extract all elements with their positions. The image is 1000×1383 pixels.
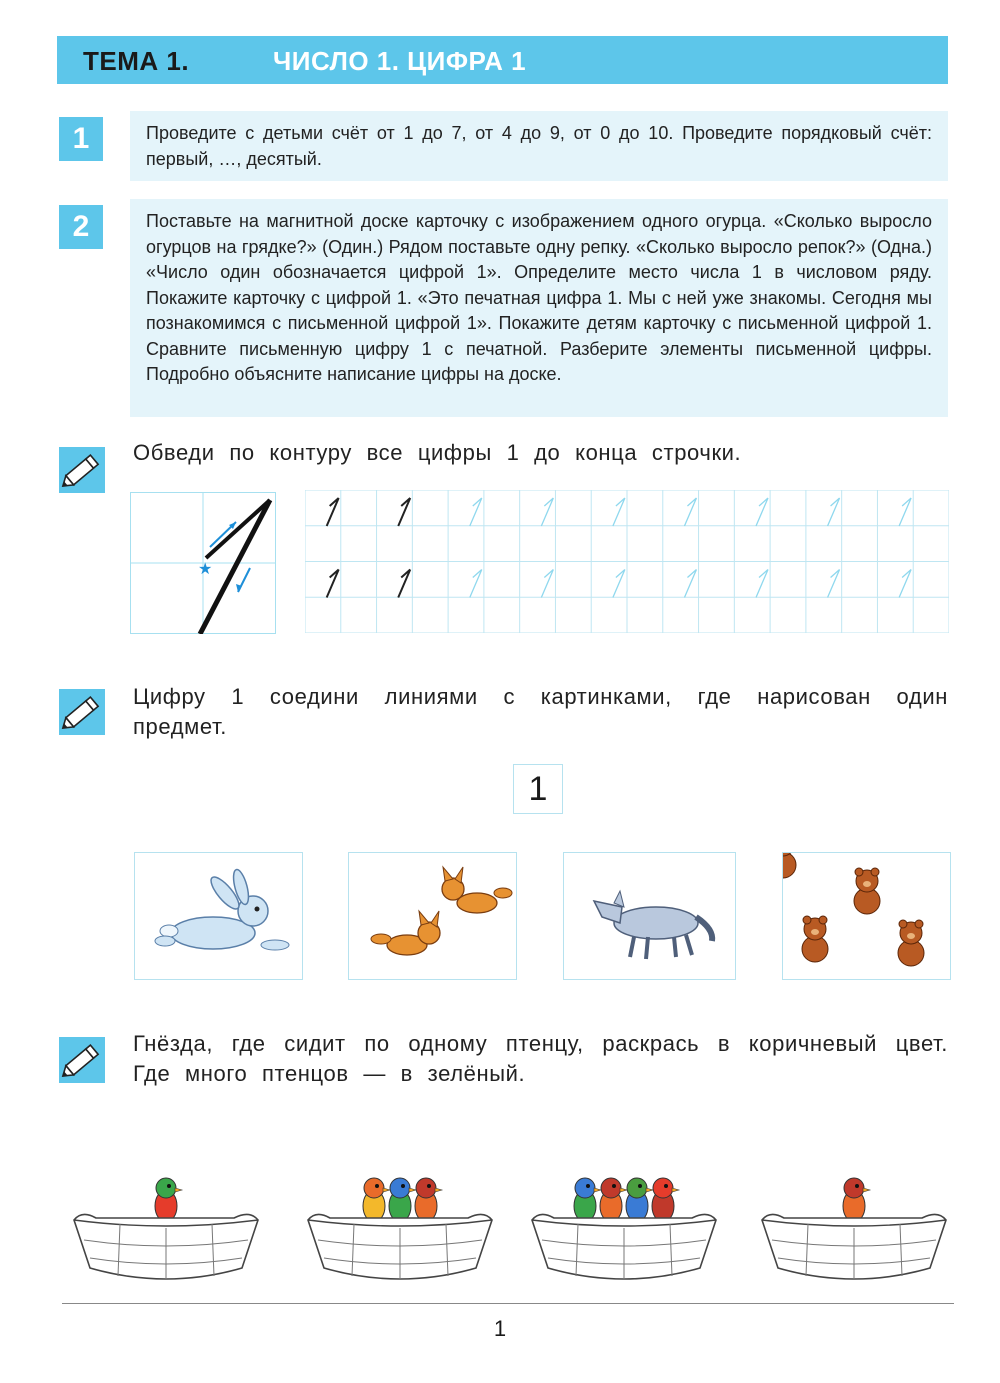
- chick: [363, 1178, 390, 1222]
- nest-basket: [762, 1214, 946, 1280]
- footer-divider: [62, 1303, 954, 1304]
- task-2-text: Цифру 1 соедини линиями с картинками, где нарисован один предмет.: [133, 684, 948, 739]
- picture-hare[interactable]: [134, 852, 303, 980]
- instruction-box-2: Поставьте на магнитной доске карточку с изображением одного огурца. «Сколько выросло огурцов на грядке?» (Один.) Рядом поставьте одну репку. «Сколько выросло репок?» (Одна.) «Число один обозначается цифрой 1». Определите место числа 1 в числовом ряду. Покажите карточку с цифрой 1. «Это печатная цифра 1. Мы с ней уже знакомы. Сегодня мы познакомимся с письменной цифрой 1». Покажите детям карточку с письменной цифрой 1. Сравните письменную цифру 1 с печатной. Разберите элементы письменной цифры. Подробно объясните написание цифры на доске.: [130, 199, 948, 417]
- nest[interactable]: [74, 1178, 258, 1280]
- nest-basket: [532, 1214, 716, 1280]
- dotted-digit-1[interactable]: [684, 570, 696, 598]
- nest[interactable]: [762, 1178, 946, 1280]
- tracing-grid: [305, 490, 949, 633]
- nest[interactable]: [532, 1178, 716, 1280]
- dotted-digit-1[interactable]: [470, 570, 482, 598]
- picture-three-bears[interactable]: [782, 852, 951, 980]
- dotted-digit-1[interactable]: [613, 570, 625, 598]
- chick: [574, 1178, 601, 1222]
- chick: [389, 1178, 416, 1222]
- dotted-digit-1[interactable]: [828, 570, 840, 598]
- chick: [415, 1178, 442, 1222]
- block-number-1: 1: [59, 117, 103, 161]
- digit-card[interactable]: 1: [513, 764, 563, 814]
- chick: [652, 1178, 679, 1222]
- dotted-digit-1[interactable]: [828, 498, 840, 526]
- picture-two-foxes[interactable]: [348, 852, 517, 980]
- dotted-digit-1[interactable]: [541, 570, 553, 598]
- topic-header: [57, 36, 948, 84]
- chick: [626, 1178, 653, 1222]
- task-1-text: Обведи по контуру все цифры 1 до конца строчки.: [133, 440, 742, 465]
- dotted-digit-1[interactable]: [470, 498, 482, 526]
- sample-digit-1[interactable]: [327, 570, 339, 598]
- pencil-icon: [59, 1037, 105, 1083]
- nests-row: [62, 1160, 952, 1290]
- nest[interactable]: [308, 1178, 492, 1280]
- nest-basket: [74, 1214, 258, 1280]
- page-number: 1: [493, 1316, 507, 1341]
- dotted-digit-1[interactable]: [899, 498, 911, 526]
- nest-basket: [308, 1214, 492, 1280]
- svg-text:★: ★: [198, 559, 213, 578]
- dotted-digit-1[interactable]: [756, 570, 768, 598]
- picture-wolf[interactable]: [563, 852, 736, 980]
- pencil-icon: [59, 689, 105, 735]
- sample-digit-box: [130, 492, 276, 634]
- chick: [155, 1178, 182, 1222]
- dotted-digit-1[interactable]: [541, 498, 553, 526]
- chick: [600, 1178, 627, 1222]
- topic-label: ТЕМА 1.: [83, 46, 190, 76]
- pencil-icon: [59, 447, 105, 493]
- dotted-digit-1[interactable]: [899, 570, 911, 598]
- chick: [843, 1178, 870, 1222]
- block-number-2: 2: [59, 205, 103, 249]
- dotted-digit-1[interactable]: [613, 498, 625, 526]
- sample-digit-1[interactable]: [327, 498, 339, 526]
- sample-digit-1[interactable]: [398, 570, 410, 598]
- topic-title: ЧИСЛО 1. ЦИФРА 1: [273, 46, 527, 76]
- sample-digit-1[interactable]: [398, 498, 410, 526]
- dotted-digit-1[interactable]: [684, 498, 696, 526]
- dotted-digit-1[interactable]: [756, 498, 768, 526]
- task-3-text: Гнёзда, где сидит по одному птенцу, раскрась в коричневый цвет. Где много птенцов — в зелёный.: [133, 1031, 948, 1086]
- instruction-box-1: Проведите с детьми счёт от 1 до 7, от 4 до 9, от 0 до 10. Проведите порядковый счёт: первый, …, десятый.: [130, 111, 948, 181]
